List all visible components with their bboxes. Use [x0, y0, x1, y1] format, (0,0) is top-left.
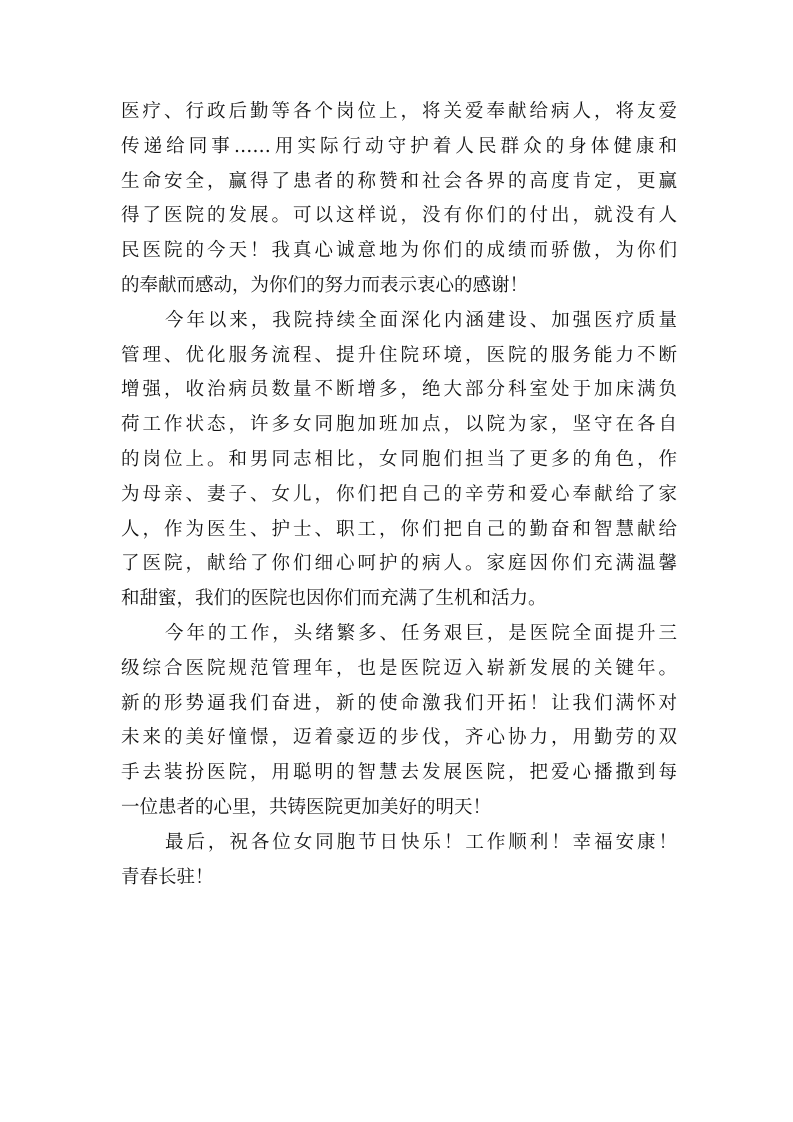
text-line: 的奉献而感动，为你们的努力而表示衷心的感谢！ [121, 274, 529, 296]
text-line: 今年以来，我院持续全面深化内涵建设、加强医疗质量 [165, 309, 677, 331]
paragraph-4 [121, 826, 677, 896]
document-page [121, 95, 677, 895]
text-line: 民医院的今天！我真心诚意地为你们的成绩而骄傲，为你们 [121, 240, 677, 262]
text-line: 青春长驻！ [121, 866, 214, 888]
text-line: 人，作为医生、护士、职工，你们把自己的勤奋和智慧献给 [121, 518, 677, 540]
text-line: 了医院，献给了你们细心呵护的病人。家庭因你们充满温馨 [121, 553, 677, 575]
text-line: 新的形势逼我们奋进，新的使命激我们开拓！让我们满怀对 [121, 692, 677, 714]
text-line: 一位患者的心里，共铸医院更加美好的明天！ [121, 796, 492, 818]
text-line: 今年的工作，头绪繁多、任务艰巨，是医院全面提升三 [165, 622, 677, 644]
text-line: 和甜蜜，我们的医院也因你们而充满了生机和活力。 [121, 588, 547, 610]
text-line: 为母亲、妻子、女儿，你们把自己的辛劳和爱心奉献给了家 [121, 483, 677, 505]
text-line: 的岗位上。和男同志相比，女同胞们担当了更多的角色，作 [121, 448, 677, 470]
text-line: 荷工作状态，许多女同胞加班加点，以院为家，坚守在各自 [121, 414, 677, 436]
text-line: 未来的美好憧憬，迈着豪迈的步伐，齐心协力，用勤劳的双 [121, 727, 677, 749]
text-line: 医疗、行政后勤等各个岗位上，将关爱奉献给病人，将友爱 [121, 101, 677, 122]
paragraph-2 [121, 304, 677, 617]
text-line: 增强，收治病员数量不断增多，绝大部分科室处于加床满负 [121, 379, 677, 401]
text-line: 手去装扮医院，用聪明的智慧去发展医院，把爱心播撒到每 [121, 762, 677, 784]
text-line: 得了医院的发展。可以这样说，没有你们的付出，就没有人 [121, 205, 677, 227]
text-line: 级综合医院规范管理年，也是医院迈入崭新发展的关键年。 [121, 657, 677, 679]
text-line: 生命安全，赢得了患者的称赞和社会各界的高度肯定，更赢 [121, 170, 677, 192]
paragraph-1 [121, 95, 677, 304]
text-line: 管理、优化服务流程、提升住院环境，医院的服务能力不断 [121, 344, 677, 366]
paragraph-3 [121, 617, 677, 826]
text-line: 最后，祝各位女同胞节日快乐！工作顺利！幸福安康！ [165, 831, 677, 853]
text-line: 传递给同事……用实际行动守护着人民群众的身体健康和 [121, 135, 677, 157]
